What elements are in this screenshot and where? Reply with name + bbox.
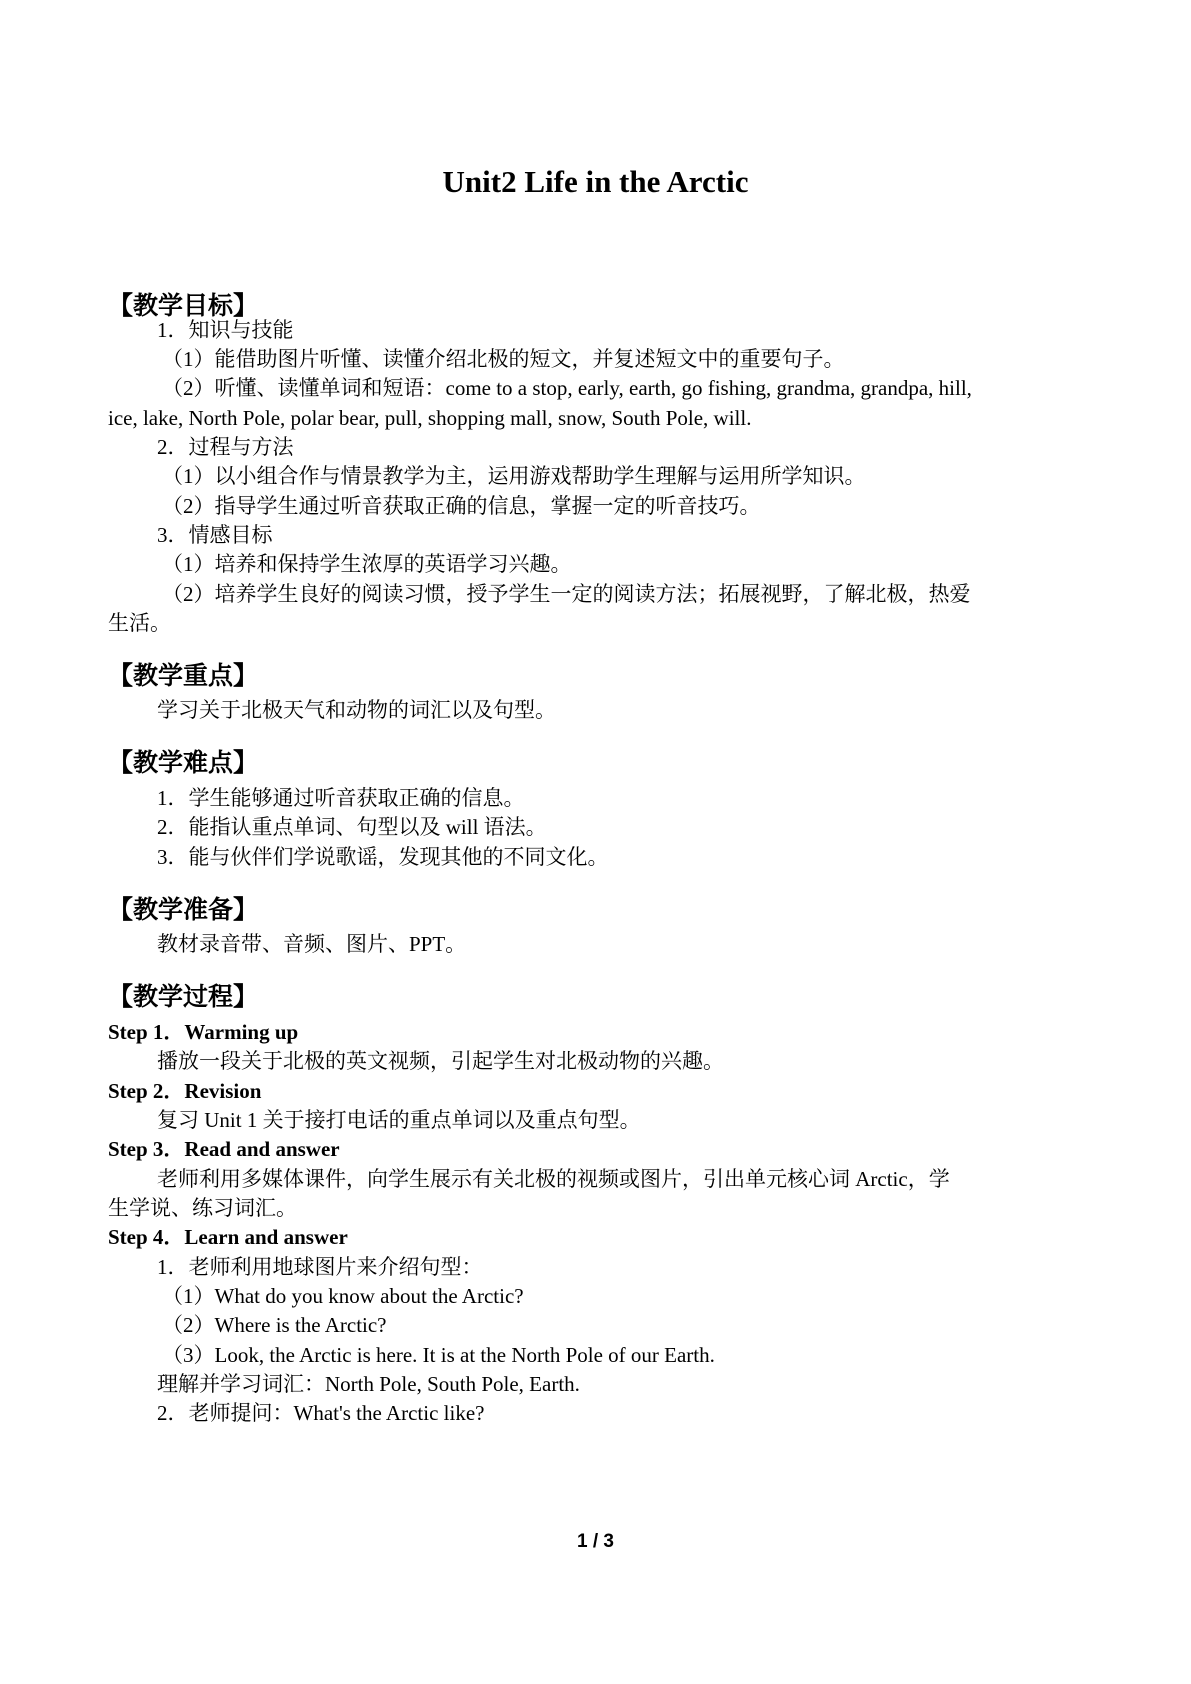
objective-line: （2）指导学生通过听音获取正确的信息，掌握一定的听音技巧。 (162, 494, 761, 518)
step-line: 老师利用多媒体课件，向学生展示有关北极的视频或图片，引出单元核心词 Arctic，学 (157, 1167, 950, 1191)
objective-line: （1）培养和保持学生浓厚的英语学习兴趣。 (162, 552, 572, 576)
objective-line: 1．知识与技能 (157, 318, 294, 342)
step-line: 播放一段关于北极的英文视频，引起学生对北极动物的兴趣。 (157, 1049, 724, 1073)
step-line: （1）What do you know about the Arctic? (162, 1284, 524, 1308)
step-line: 1．老师利用地球图片来介绍句型： (157, 1255, 483, 1279)
section-heading-process: 【教学过程】 (108, 982, 259, 1011)
step-line: （2）Where is the Arctic? (162, 1313, 387, 1337)
page-number: 1 / 3 (577, 1531, 614, 1552)
document-title: Unit2 Life in the Arctic (442, 164, 749, 199)
objective-line: ice, lake, North Pole, polar bear, pull, shopping mall, snow, South Pole, will. (108, 406, 752, 430)
section-heading-objectives: 【教学目标】 (108, 291, 259, 320)
step-line: 2．老师提问：What's the Arctic like? (157, 1401, 485, 1425)
step-title: Step 3．Read and answer (108, 1137, 340, 1161)
section-heading-preparation: 【教学准备】 (108, 895, 259, 924)
objective-line: 生活。 (108, 611, 171, 635)
step-title: Step 1．Warming up (108, 1020, 299, 1044)
objective-line: （2）听懂、读懂单词和短语：come to a stop, early, earth, go fishing, grandma, grandpa, hill, (162, 376, 972, 400)
section-heading-difficulties: 【教学难点】 (108, 748, 259, 777)
key-point-line: 学习关于北极天气和动物的词汇以及句型。 (157, 698, 556, 722)
objective-line: （1）能借助图片听懂、读懂介绍北极的短文，并复述短文中的重要句子。 (162, 347, 845, 371)
difficulty-line: 2．能指认重点单词、句型以及 will 语法。 (157, 815, 547, 839)
step-line: 理解并学习词汇：North Pole, South Pole, Earth. (157, 1372, 580, 1396)
objective-line: （1）以小组合作与情景教学为主，运用游戏帮助学生理解与运用所学知识。 (162, 464, 866, 488)
difficulty-line: 1．学生能够通过听音获取正确的信息。 (157, 786, 525, 810)
section-heading-key-points: 【教学重点】 (108, 661, 259, 690)
difficulty-line: 3．能与伙伴们学说歌谣，发现其他的不同文化。 (157, 845, 609, 869)
objective-line: （2）培养学生良好的阅读习惯，授予学生一定的阅读方法；拓展视野，了解北极，热爱 (162, 582, 971, 606)
objective-line: 2．过程与方法 (157, 435, 294, 459)
preparation-line: 教材录音带、音频、图片、PPT。 (157, 932, 467, 956)
step-title: Step 4．Learn and answer (108, 1225, 348, 1249)
objective-line: 3．情感目标 (157, 523, 273, 547)
step-title: Step 2．Revision (108, 1079, 262, 1103)
step-line: 复习 Unit 1 关于接打电话的重点单词以及重点句型。 (157, 1108, 641, 1132)
step-line: （3）Look, the Arctic is here. It is at the North Pole of our Earth. (162, 1343, 715, 1367)
step-line: 生学说、练习词汇。 (108, 1196, 297, 1220)
